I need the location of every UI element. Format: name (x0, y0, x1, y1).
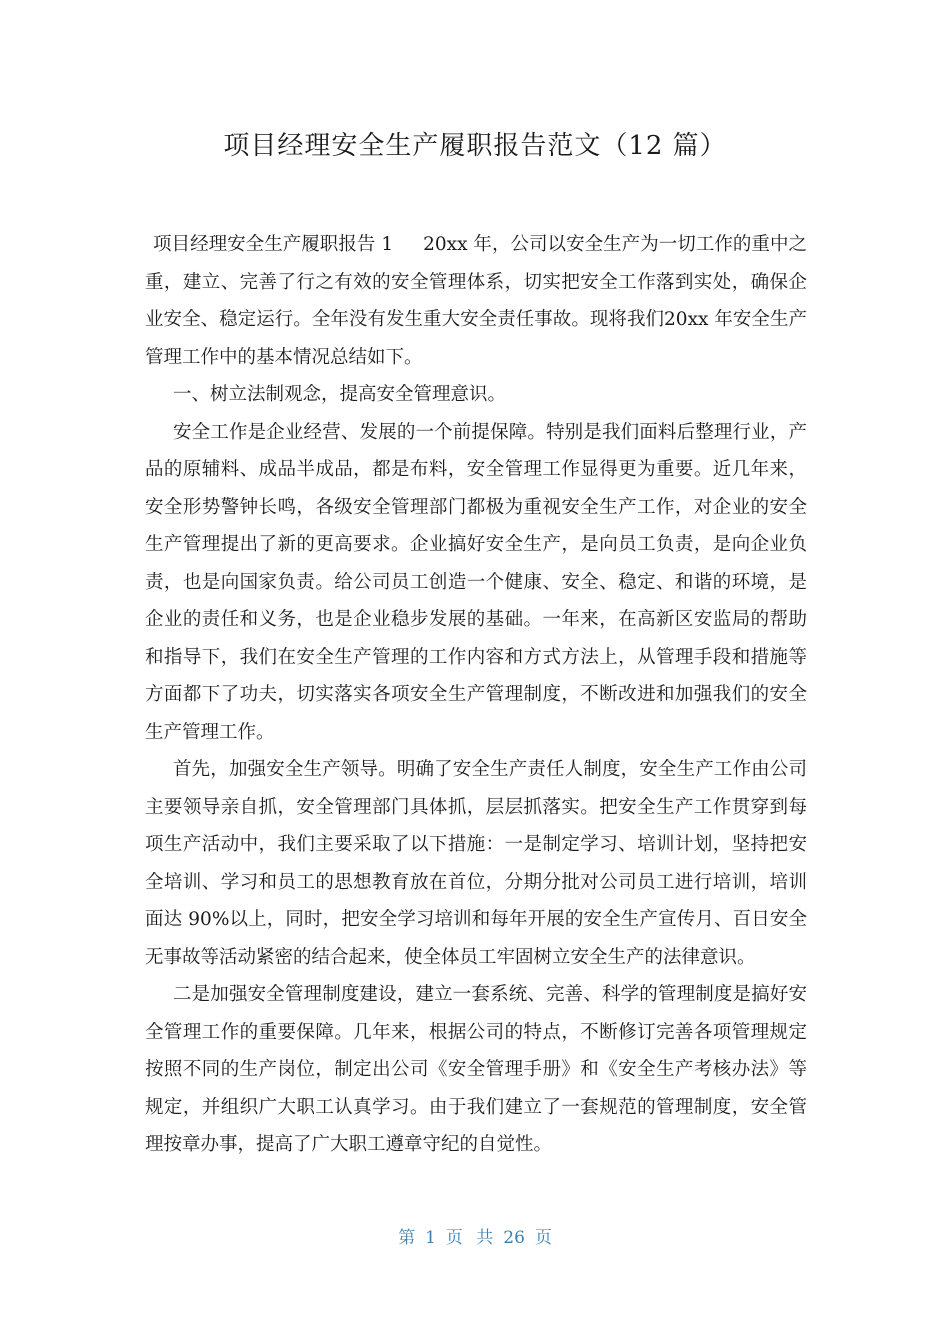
paragraph-intro (145, 226, 807, 376)
footer-suffix: 页 (534, 1228, 552, 1248)
footer-prefix: 第 (398, 1228, 416, 1248)
section-heading: 一、树立法制观念，提高安全管理意识。 (173, 384, 507, 405)
paragraph-safety-foundation: 安全工作是企业经营、发展的一个前提保障。特别是我们面料后整理行业，产品的原辅料、成品半成品，都是布料，安全管理工作显得更为重要。近几年来，安全形势警钟长鸣，各级安全管理部门都极为重视安全生产工作，对企业的安全生产管理提出了新的更高要求。企业搞好安全生产，是向员工负责，是向企业负责，也是向国家负责。给公司员工创造一个健康、安全、稳定、和谐的环境，是企业的责任和义务，也是企业稳步发展的基础。一年来，在高新区安监局的帮助和指导下，我们在安全生产管理的工作内容和方式方法上，从管理手段和措施等方面都下了功夫，切实落实各项安全生产管理制度，不断改进和加强我们的安全生产管理工作。 (145, 421, 807, 743)
footer-current-page: 1 (425, 1228, 436, 1248)
paragraph-system-building: 二是加强安全管理制度建设，建立一套系统、完善、科学的管理制度是搞好安全管理工作的重要保障。几年来，根据公司的特点，不断修订完善各项管理规定按照不同的生产岗位，制定出公司《安全管理手册》和《安全生产考核办法》等规定，并组织广大职工认真学习。由于我们建立了一套规范的管理制度，安全管理按章办事，提高了广大职工遵章守纪的自觉性。 (145, 984, 807, 1155)
page-footer (0, 1224, 950, 1252)
document-body (145, 226, 807, 1164)
footer-middle: 页 共 (445, 1228, 494, 1248)
footer-total-pages: 26 (503, 1228, 525, 1248)
report-label: 项目经理安全生产履职报告 1 (153, 234, 394, 255)
paragraph-intro-text: 20xx 年，公司以安全生产为一切工作的重中之重，建立、完善了行之有效的安全管理体系，切实把安全工作落到实处，确保企业安全、稳定运行。全年没有发生重大安全责任事故。现将我们20xx 年安全生产管理工作中的基本情况总结如下。 (145, 234, 807, 368)
paragraph-leadership: 首先，加强安全生产领导。明确了安全生产责任人制度，安全生产工作由公司主要领导亲自抓，安全管理部门具体抓，层层抓落实。把安全生产工作贯穿到每项生产活动中，我们主要采取了以下措施：一是制定学习、培训计划，坚持把安全培训、学习和员工的思想教育放在首位，分期分批对公司员工进行培训，培训面达 90%以上，同时，把安全学习培训和每年开展的安全生产宣传月、百日安全无事故等活动紧密的结合起来，使全体员工牢固树立安全生产的法律意识。 (145, 759, 807, 968)
document-title: 项目经理安全生产履职报告范文（12 篇） (223, 131, 727, 161)
